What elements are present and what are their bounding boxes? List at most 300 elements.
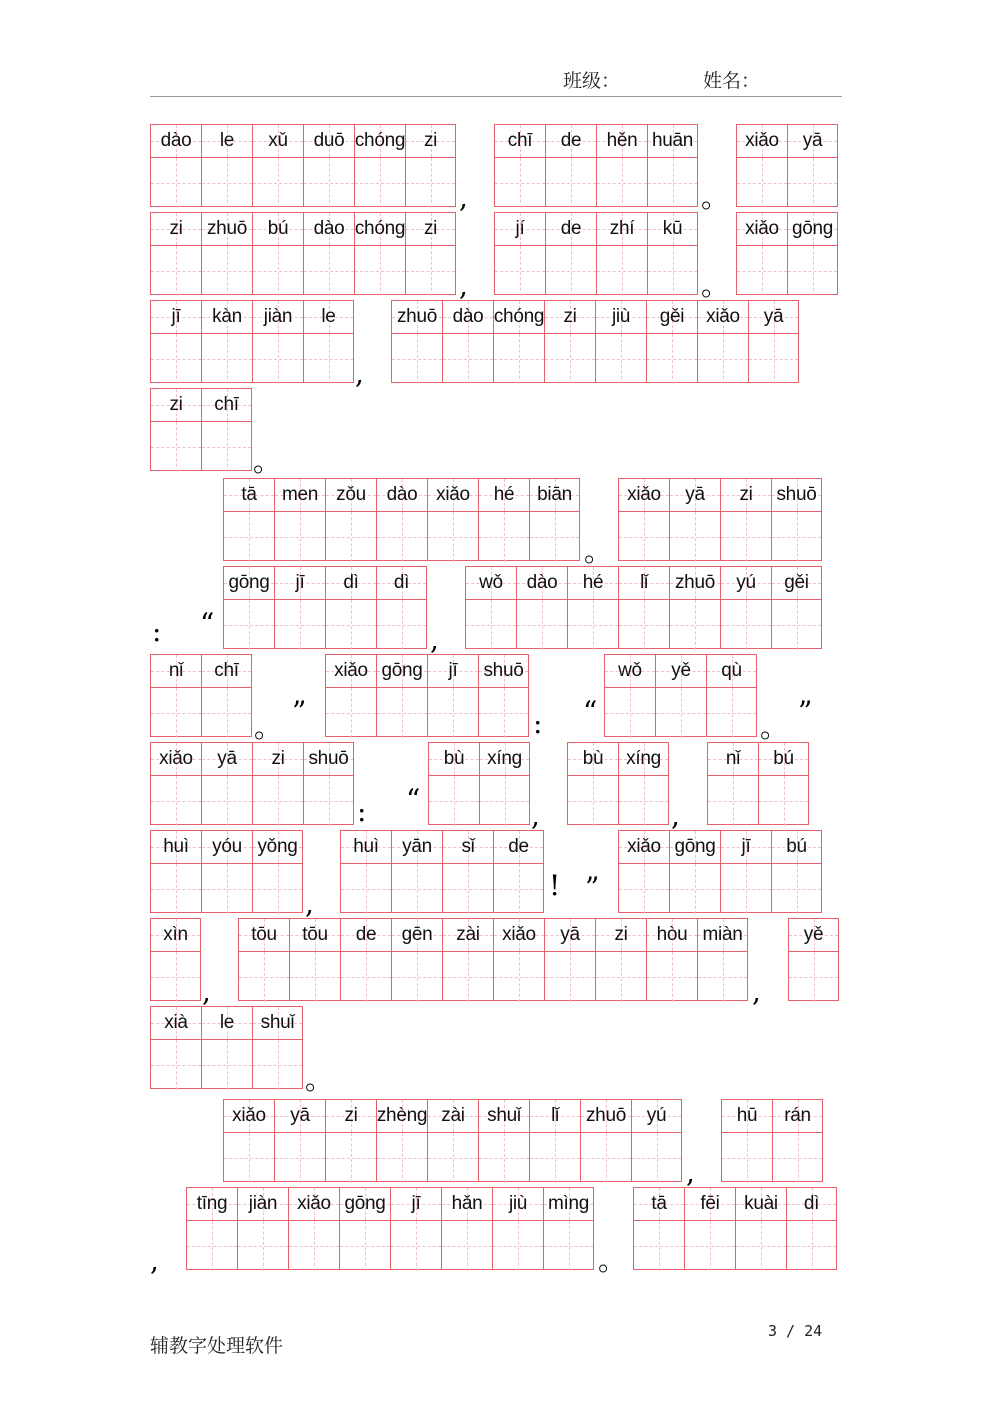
pinyin-syllable: zi	[169, 218, 183, 239]
character-cell[interactable]	[391, 830, 442, 913]
pinyin-grid-group	[736, 212, 839, 295]
character-cell[interactable]	[237, 1187, 288, 1270]
pinyin-syllable: jí	[515, 218, 525, 239]
character-cell[interactable]	[201, 830, 252, 913]
character-cell[interactable]	[465, 566, 516, 649]
writing-box[interactable]	[304, 333, 353, 384]
character-cell[interactable]	[150, 830, 201, 913]
writing-box[interactable]	[605, 687, 655, 738]
punctuation-mark: 。	[701, 269, 730, 302]
pinyin-syllable: nǐ	[168, 660, 184, 681]
writing-box[interactable]	[597, 245, 647, 296]
character-cell[interactable]	[274, 1099, 325, 1182]
character-cell[interactable]	[303, 212, 354, 295]
writing-box[interactable]	[546, 245, 596, 296]
character-cell[interactable]	[684, 1187, 735, 1270]
writing-box[interactable]	[151, 157, 201, 208]
character-cell[interactable]	[544, 300, 595, 383]
writing-box[interactable]	[546, 157, 596, 208]
writing-box[interactable]	[772, 863, 821, 914]
writing-box[interactable]	[429, 775, 479, 826]
writing-box[interactable]	[442, 1220, 492, 1271]
character-cell[interactable]	[758, 742, 809, 825]
writing-box[interactable]	[479, 511, 529, 562]
character-cell[interactable]	[787, 124, 838, 207]
character-cell[interactable]	[186, 1187, 237, 1270]
writing-box[interactable]	[789, 951, 838, 1002]
character-cell[interactable]	[529, 1099, 580, 1182]
character-cell[interactable]	[150, 654, 201, 737]
character-cell[interactable]	[618, 566, 669, 649]
character-cell[interactable]	[736, 124, 787, 207]
pinyin-syllable: yě	[803, 924, 824, 945]
character-cell[interactable]	[252, 742, 303, 825]
writing-box[interactable]	[759, 775, 808, 826]
character-cell[interactable]	[325, 566, 376, 649]
character-cell[interactable]	[201, 654, 252, 737]
writing-box[interactable]	[326, 511, 376, 562]
character-cell[interactable]	[441, 1187, 492, 1270]
character-cell[interactable]	[340, 830, 391, 913]
writing-box[interactable]	[788, 157, 837, 208]
pinyin-syllable: lǐ	[551, 1105, 559, 1126]
character-cell[interactable]	[391, 918, 442, 1001]
writing-box[interactable]	[341, 863, 391, 914]
character-cell[interactable]	[669, 478, 720, 561]
writing-box[interactable]	[494, 951, 544, 1002]
character-cell[interactable]	[252, 830, 303, 913]
character-cell[interactable]	[405, 124, 456, 207]
character-cell[interactable]	[567, 742, 618, 825]
character-cell[interactable]	[201, 1006, 252, 1089]
pinyin-syllable: de	[560, 218, 582, 239]
character-cell[interactable]	[201, 212, 252, 295]
character-cell[interactable]	[405, 212, 456, 295]
writing-box[interactable]	[187, 1220, 237, 1271]
writing-box[interactable]	[773, 1132, 822, 1183]
writing-box[interactable]	[275, 1132, 325, 1183]
writing-box[interactable]	[224, 1132, 274, 1183]
writing-box[interactable]	[619, 511, 669, 562]
writing-box[interactable]	[151, 1039, 201, 1090]
character-cell[interactable]	[631, 1099, 682, 1182]
writing-box[interactable]	[517, 599, 567, 650]
character-cell[interactable]	[274, 478, 325, 561]
writing-box[interactable]	[304, 245, 354, 296]
writing-box[interactable]	[355, 157, 405, 208]
writing-box[interactable]	[391, 1220, 441, 1271]
writing-box[interactable]	[479, 1132, 529, 1183]
name-label: 姓名：	[703, 70, 761, 92]
writing-box[interactable]	[202, 863, 252, 914]
writing-box[interactable]	[619, 599, 669, 650]
character-cell[interactable]	[580, 1099, 631, 1182]
pinyin-syllable: biān	[537, 484, 572, 505]
character-cell[interactable]	[223, 1099, 274, 1182]
character-cell[interactable]	[786, 1187, 837, 1270]
pinyin-syllable: bú	[267, 218, 289, 239]
character-cell[interactable]	[720, 566, 771, 649]
character-cell[interactable]	[354, 212, 405, 295]
writing-box[interactable]	[151, 245, 201, 296]
writing-box[interactable]	[545, 333, 595, 384]
character-cell[interactable]	[493, 918, 544, 1001]
character-cell[interactable]	[376, 654, 427, 737]
character-cell[interactable]	[150, 1006, 201, 1089]
writing-box[interactable]	[788, 245, 837, 296]
writing-box[interactable]	[787, 1220, 836, 1271]
punctuation-mark: ,	[355, 357, 364, 390]
writing-box[interactable]	[530, 511, 579, 562]
pinyin-syllable: xiǎo	[232, 1105, 266, 1126]
writing-box[interactable]	[736, 1220, 786, 1271]
writing-box[interactable]	[428, 687, 478, 738]
character-cell[interactable]	[339, 1187, 390, 1270]
punctuation-mark: 。	[253, 445, 282, 478]
character-cell[interactable]	[707, 742, 758, 825]
writing-box[interactable]	[648, 157, 697, 208]
character-cell[interactable]	[787, 212, 838, 295]
character-cell[interactable]	[493, 830, 544, 913]
pinyin-grid-group	[340, 830, 545, 913]
character-cell[interactable]	[427, 1099, 478, 1182]
writing-box[interactable]	[151, 775, 201, 826]
character-cell[interactable]	[633, 1187, 684, 1270]
writing-box[interactable]	[202, 245, 252, 296]
writing-box[interactable]	[494, 333, 544, 384]
writing-box[interactable]	[289, 1220, 339, 1271]
character-cell[interactable]	[543, 1187, 594, 1270]
character-cell[interactable]	[289, 918, 340, 1001]
writing-box[interactable]	[406, 245, 455, 296]
character-cell[interactable]	[201, 300, 252, 383]
character-cell[interactable]	[494, 124, 545, 207]
character-cell[interactable]	[390, 1187, 441, 1270]
punctuation-mark: ”	[585, 871, 600, 904]
character-cell[interactable]	[647, 212, 698, 295]
character-cell[interactable]	[618, 478, 669, 561]
pinyin-syllable: gōng	[228, 572, 270, 593]
character-cell[interactable]	[376, 1099, 427, 1182]
punctuation-mark: ,	[202, 975, 211, 1008]
writing-box[interactable]	[151, 333, 201, 384]
writing-box[interactable]	[647, 951, 697, 1002]
character-cell[interactable]	[223, 478, 274, 561]
writing-box[interactable]	[632, 1132, 681, 1183]
character-cell[interactable]	[595, 918, 646, 1001]
pinyin-syllable: huì	[163, 836, 189, 857]
writing-box[interactable]	[151, 687, 201, 738]
pinyin-syllable: gōng	[344, 1193, 386, 1214]
character-cell[interactable]	[201, 124, 252, 207]
writing-box[interactable]	[670, 863, 720, 914]
writing-box[interactable]	[202, 421, 251, 472]
pinyin-syllable: xiǎo	[436, 484, 470, 505]
character-cell[interactable]	[493, 300, 544, 383]
character-cell[interactable]	[655, 654, 706, 737]
writing-box[interactable]	[443, 951, 493, 1002]
writing-box[interactable]	[647, 333, 697, 384]
character-cell[interactable]	[545, 124, 596, 207]
character-cell[interactable]	[478, 478, 529, 561]
writing-box[interactable]	[253, 333, 303, 384]
writing-box[interactable]	[670, 599, 720, 650]
writing-box[interactable]	[202, 687, 251, 738]
writing-box[interactable]	[253, 157, 303, 208]
writing-box[interactable]	[428, 1132, 478, 1183]
writing-box[interactable]	[493, 1220, 543, 1271]
character-cell[interactable]	[325, 1099, 376, 1182]
character-cell[interactable]	[376, 478, 427, 561]
writing-box[interactable]	[619, 775, 668, 826]
pinyin-syllable: zhuō	[674, 572, 715, 593]
character-cell[interactable]	[150, 918, 201, 1001]
writing-box[interactable]	[253, 245, 303, 296]
writing-box[interactable]	[253, 1039, 302, 1090]
character-cell[interactable]	[478, 1099, 529, 1182]
character-cell[interactable]	[771, 478, 822, 561]
writing-box[interactable]	[377, 511, 427, 562]
character-cell[interactable]	[646, 918, 697, 1001]
writing-box[interactable]	[443, 333, 493, 384]
pinyin-syllable: kàn	[212, 306, 242, 327]
character-cell[interactable]	[720, 478, 771, 561]
character-cell[interactable]	[252, 1006, 303, 1089]
pinyin-syllable: xíng	[626, 748, 661, 769]
character-cell[interactable]	[494, 212, 545, 295]
writing-box[interactable]	[648, 245, 697, 296]
writing-box[interactable]	[568, 599, 618, 650]
writing-box[interactable]	[530, 1132, 580, 1183]
writing-box[interactable]	[737, 157, 787, 208]
writing-box[interactable]	[634, 1220, 684, 1271]
writing-box[interactable]	[304, 775, 353, 826]
character-cell[interactable]	[771, 830, 822, 913]
writing-box[interactable]	[151, 421, 201, 472]
character-cell[interactable]	[325, 478, 376, 561]
writing-box[interactable]	[749, 333, 798, 384]
character-cell[interactable]	[478, 654, 529, 737]
pinyin-syllable: le	[219, 130, 235, 151]
writing-box[interactable]	[596, 951, 646, 1002]
writing-box[interactable]	[670, 511, 720, 562]
character-cell[interactable]	[735, 1187, 786, 1270]
character-cell[interactable]	[252, 124, 303, 207]
character-cell[interactable]	[274, 566, 325, 649]
writing-box[interactable]	[428, 511, 478, 562]
character-cell[interactable]	[427, 478, 478, 561]
character-cell[interactable]	[697, 300, 748, 383]
character-cell[interactable]	[479, 742, 530, 825]
character-cell[interactable]	[201, 742, 252, 825]
character-cell[interactable]	[303, 124, 354, 207]
character-cell[interactable]	[428, 742, 479, 825]
pinyin-syllable: yóu	[212, 836, 242, 857]
writing-box[interactable]	[275, 511, 325, 562]
character-cell[interactable]	[288, 1187, 339, 1270]
header-rule	[150, 96, 842, 97]
writing-box[interactable]	[202, 775, 252, 826]
writing-box[interactable]	[239, 951, 289, 1002]
writing-box[interactable]	[340, 1220, 390, 1271]
writing-box[interactable]	[772, 511, 821, 562]
character-cell[interactable]	[529, 478, 580, 561]
writing-box[interactable]	[304, 157, 354, 208]
character-cell[interactable]	[788, 918, 839, 1001]
writing-box[interactable]	[202, 1039, 252, 1090]
character-cell[interactable]	[150, 388, 201, 471]
character-cell[interactable]	[201, 388, 252, 471]
character-cell[interactable]	[647, 124, 698, 207]
pinyin-syllable: tā	[241, 484, 257, 505]
writing-box[interactable]	[480, 775, 529, 826]
character-cell[interactable]	[238, 918, 289, 1001]
writing-box[interactable]	[479, 687, 528, 738]
writing-box[interactable]	[392, 951, 442, 1002]
writing-box[interactable]	[326, 1132, 376, 1183]
character-cell[interactable]	[596, 212, 647, 295]
character-cell[interactable]	[596, 124, 647, 207]
punctuation-mark: :	[357, 795, 367, 828]
writing-box[interactable]	[392, 863, 442, 914]
writing-box[interactable]	[656, 687, 706, 738]
character-cell[interactable]	[150, 124, 201, 207]
writing-box[interactable]	[202, 157, 252, 208]
pinyin-grid-group	[150, 388, 253, 471]
writing-box[interactable]	[355, 245, 405, 296]
character-cell[interactable]	[442, 830, 493, 913]
punctuation-mark: 。	[760, 711, 789, 744]
character-cell[interactable]	[618, 742, 669, 825]
character-cell[interactable]	[376, 566, 427, 649]
pinyin-syllable: xiǎo	[627, 484, 661, 505]
character-cell[interactable]	[595, 300, 646, 383]
writing-box[interactable]	[581, 1132, 631, 1183]
pinyin-syllable: kuài	[744, 1193, 778, 1214]
character-cell[interactable]	[252, 212, 303, 295]
writing-box[interactable]	[377, 1132, 427, 1183]
writing-box[interactable]	[698, 333, 748, 384]
pinyin-syllable: kū	[662, 218, 683, 239]
pinyin-syllable: huān	[651, 130, 694, 151]
writing-box[interactable]	[406, 157, 455, 208]
writing-box[interactable]	[151, 951, 200, 1002]
writing-box[interactable]	[545, 951, 595, 1002]
character-cell[interactable]	[748, 300, 799, 383]
character-cell[interactable]	[354, 124, 405, 207]
character-cell[interactable]	[772, 1099, 823, 1182]
character-cell[interactable]	[706, 654, 757, 737]
character-cell[interactable]	[150, 742, 201, 825]
character-cell[interactable]	[223, 566, 274, 649]
character-cell[interactable]	[544, 918, 595, 1001]
writing-box[interactable]	[224, 511, 274, 562]
character-cell[interactable]	[646, 300, 697, 383]
writing-box[interactable]	[224, 599, 274, 650]
character-cell[interactable]	[442, 300, 493, 383]
character-cell[interactable]	[325, 654, 376, 737]
character-cell[interactable]	[721, 1099, 772, 1182]
pinyin-syllable: tōu	[251, 924, 277, 945]
character-cell[interactable]	[303, 742, 354, 825]
writing-box[interactable]	[495, 157, 545, 208]
character-cell[interactable]	[150, 212, 201, 295]
character-cell[interactable]	[567, 566, 618, 649]
punctuation-mark: 。	[584, 535, 613, 568]
writing-box[interactable]	[443, 863, 493, 914]
writing-box[interactable]	[466, 599, 516, 650]
writing-box[interactable]	[619, 863, 669, 914]
character-cell[interactable]	[340, 918, 391, 1001]
writing-box[interactable]	[721, 599, 771, 650]
writing-box[interactable]	[737, 245, 787, 296]
character-cell[interactable]	[442, 918, 493, 1001]
pinyin-grid-group	[604, 654, 758, 737]
writing-box[interactable]	[597, 157, 647, 208]
pinyin-syllable: nǐ	[725, 748, 741, 769]
writing-box[interactable]	[596, 333, 646, 384]
character-cell[interactable]	[303, 300, 354, 383]
writing-box[interactable]	[377, 687, 427, 738]
punctuation-mark: ,	[150, 1244, 159, 1277]
writing-box[interactable]	[151, 863, 201, 914]
writing-box[interactable]	[341, 951, 391, 1002]
writing-box[interactable]	[772, 599, 821, 650]
character-cell[interactable]	[604, 654, 655, 737]
character-cell[interactable]	[391, 300, 442, 383]
writing-box[interactable]	[544, 1220, 593, 1271]
writing-box[interactable]	[568, 775, 618, 826]
character-cell[interactable]	[771, 566, 822, 649]
pinyin-syllable: zài	[456, 924, 480, 945]
writing-box[interactable]	[707, 687, 756, 738]
character-cell[interactable]	[516, 566, 567, 649]
writing-box[interactable]	[708, 775, 758, 826]
character-cell[interactable]	[618, 830, 669, 913]
writing-box[interactable]	[721, 863, 771, 914]
character-cell[interactable]	[697, 918, 748, 1001]
character-cell[interactable]	[669, 830, 720, 913]
writing-box[interactable]	[326, 687, 376, 738]
writing-box[interactable]	[253, 775, 303, 826]
character-cell[interactable]	[252, 300, 303, 383]
character-cell[interactable]	[736, 212, 787, 295]
character-cell[interactable]	[427, 654, 478, 737]
writing-box[interactable]	[494, 863, 543, 914]
character-cell[interactable]	[492, 1187, 543, 1270]
writing-box[interactable]	[238, 1220, 288, 1271]
character-cell[interactable]	[545, 212, 596, 295]
writing-box[interactable]	[722, 1132, 772, 1183]
character-cell[interactable]	[150, 300, 201, 383]
character-cell[interactable]	[720, 830, 771, 913]
character-cell[interactable]	[669, 566, 720, 649]
writing-box[interactable]	[202, 333, 252, 384]
writing-box[interactable]	[698, 951, 747, 1002]
writing-box[interactable]	[721, 511, 771, 562]
pinyin-grid-group	[186, 1187, 595, 1270]
writing-box[interactable]	[392, 333, 442, 384]
pinyin-syllable: wǒ	[479, 572, 503, 593]
writing-box[interactable]	[377, 599, 426, 650]
writing-box[interactable]	[326, 599, 376, 650]
writing-box[interactable]	[290, 951, 340, 1002]
writing-box[interactable]	[253, 863, 302, 914]
pinyin-syllable: tā	[651, 1193, 667, 1214]
writing-box[interactable]	[685, 1220, 735, 1271]
writing-box[interactable]	[495, 245, 545, 296]
writing-box[interactable]	[275, 599, 325, 650]
